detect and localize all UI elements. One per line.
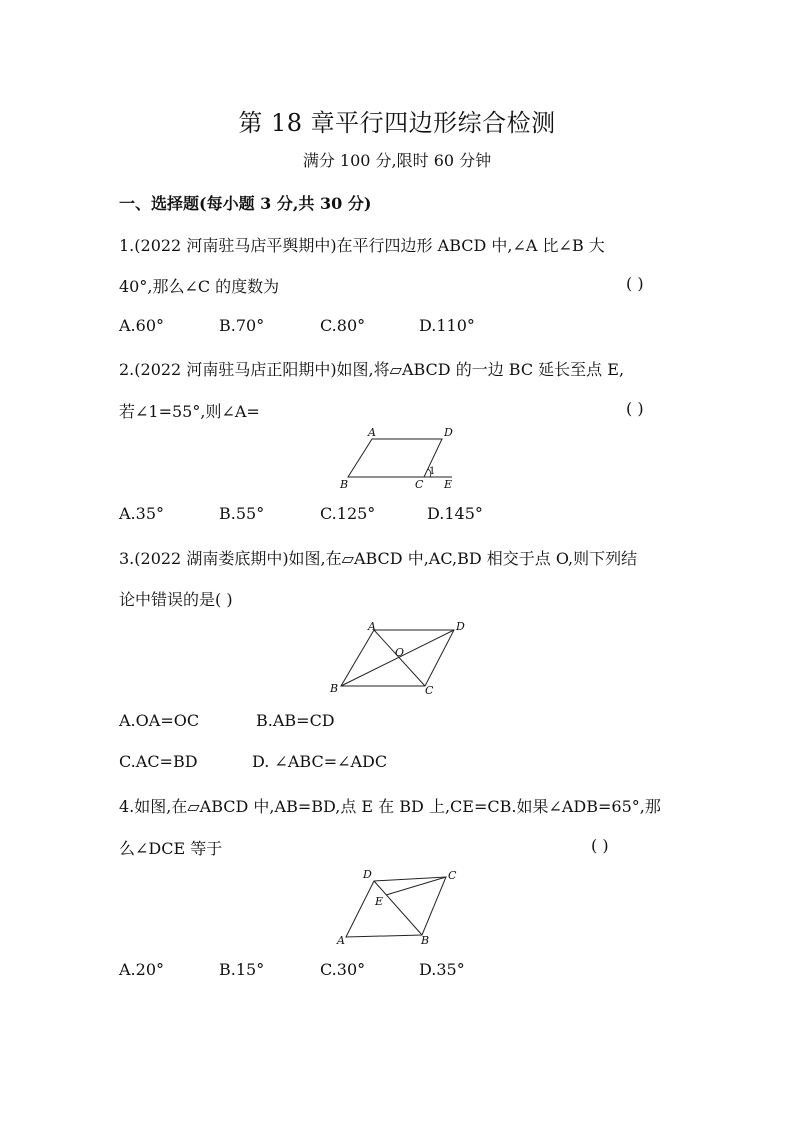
q3-option-a: A.OA=OC — [119, 711, 200, 730]
q2-option-a: A.35° — [119, 504, 164, 523]
q4-option-c: C.30° — [320, 960, 366, 979]
q1-option-a: A.60° — [119, 316, 164, 335]
q4-label-b: B — [421, 934, 430, 947]
section-heading: 一、选择题(每小题 3 分,共 30 分) — [119, 194, 372, 213]
q3-option-b: B.AB=CD — [256, 711, 335, 730]
q3-parallelogram-figure — [325, 618, 475, 698]
q4-diagonal-db — [374, 881, 422, 935]
page-title: 第 18 章平行四边形综合检测 — [238, 109, 556, 137]
q4-label-a: A — [337, 934, 345, 947]
q2-label-angle-1: 1 — [429, 466, 436, 477]
q4-option-b: B.15° — [219, 960, 265, 979]
q4-answer-blank: ( ) — [591, 836, 609, 855]
q4-label-c: C — [448, 869, 457, 882]
q4-option-d: D.35° — [419, 960, 465, 979]
q3-label-b: B — [330, 682, 339, 695]
q4-stem-line1: 4.如图,在▱ABCD 中,AB=BD,点 E 在 BD 上,CE=CB.如果∠ADB=65°,那 — [119, 797, 661, 816]
q2-parallelogram-figure — [330, 425, 470, 495]
q3-label-d: D — [456, 620, 465, 633]
q3-stem-line2: 论中错误的是( ) — [119, 590, 233, 609]
q1-option-b: B.70° — [219, 316, 265, 335]
q1-option-d: D.110° — [419, 316, 475, 335]
q2-label-c: C — [415, 478, 424, 491]
q4-parallelogram-abcd — [346, 877, 446, 937]
q2-stem-line2: 若∠1=55°,则∠A= — [119, 402, 260, 421]
q4-label-d: D — [363, 868, 372, 881]
q1-stem-line1: 1.(2022 河南驻马店平舆期中)在平行四边形 ABCD 中,∠A 比∠B 大 — [119, 236, 605, 255]
q4-option-a: A.20° — [119, 960, 164, 979]
q1-stem-line2: 40°,那么∠C 的度数为 — [119, 277, 280, 296]
q3-stem-line1: 3.(2022 湖南娄底期中)如图,在▱ABCD 中,AC,BD 相交于点 O,则下列结 — [119, 549, 638, 568]
q2-option-c: C.125° — [320, 504, 376, 523]
q2-option-b: B.55° — [219, 504, 265, 523]
q1-answer-blank: ( ) — [626, 274, 644, 293]
q2-label-a: A — [368, 426, 376, 439]
q2-label-d: D — [444, 426, 453, 439]
q2-label-b: B — [340, 478, 349, 491]
q2-stem-line1: 2.(2022 河南驻马店正阳期中)如图,将▱ABCD 的一边 BC 延长至点 E, — [119, 360, 625, 379]
q1-option-c: C.80° — [320, 316, 366, 335]
q3-label-o: O — [395, 646, 405, 659]
q4-stem-line2: 么∠DCE 等于 — [119, 839, 223, 858]
q3-label-c: C — [425, 684, 434, 697]
q3-label-a: A — [368, 620, 376, 633]
q4-label-e: E — [375, 895, 384, 908]
q4-parallelogram-figure — [330, 865, 470, 950]
q2-label-e: E — [444, 478, 453, 491]
q3-option-c: C.AC=BD — [119, 752, 198, 771]
q2-answer-blank: ( ) — [626, 399, 644, 418]
q3-option-d: D. ∠ABC=∠ADC — [252, 752, 388, 771]
q2-parallelogram-abcd — [348, 439, 442, 477]
q2-option-d: D.145° — [427, 504, 483, 523]
page-subtitle: 满分 100 分,限时 60 分钟 — [302, 151, 492, 170]
